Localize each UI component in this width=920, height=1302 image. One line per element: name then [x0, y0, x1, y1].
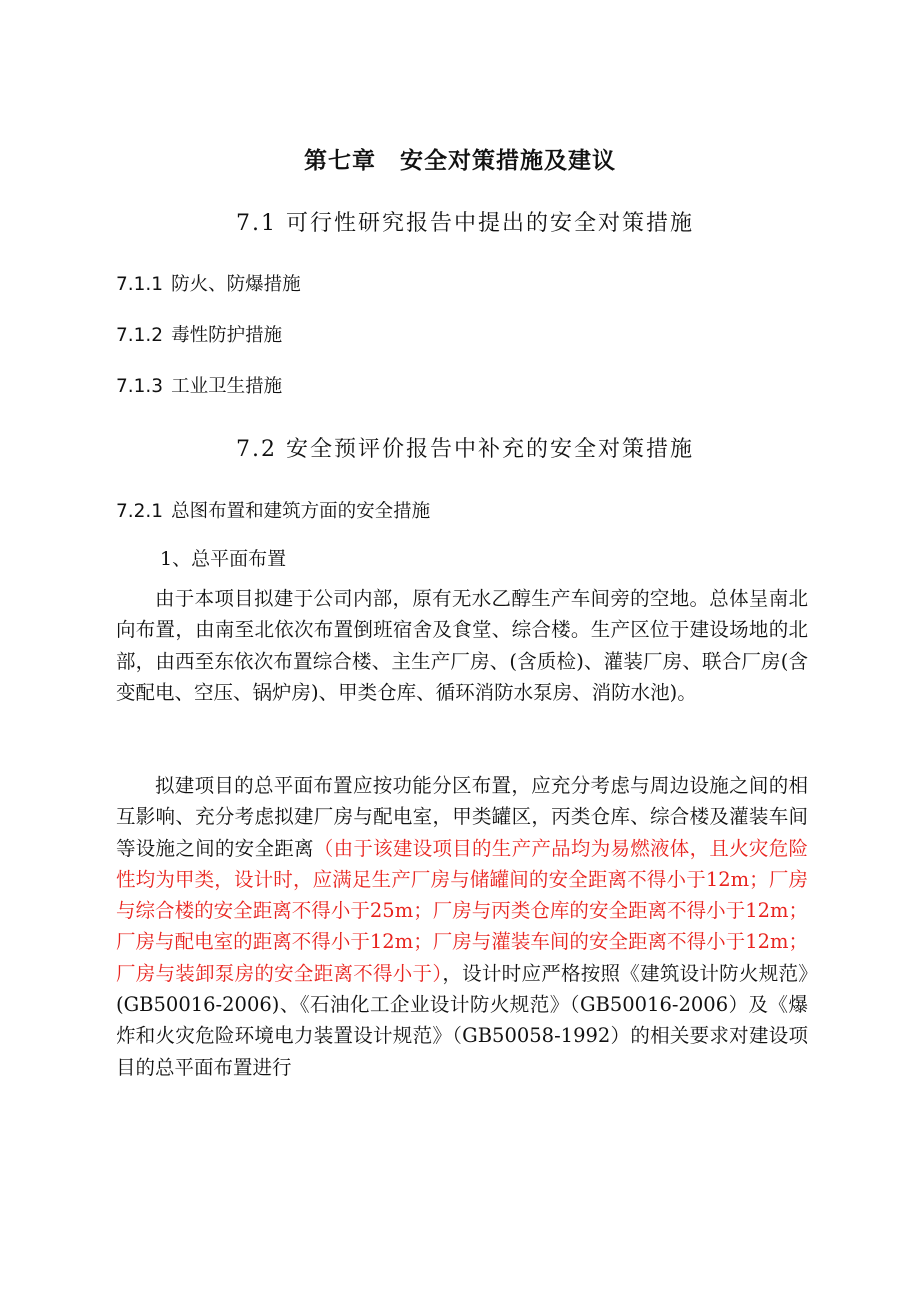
section-title-7-1: 7.1 可行性研究报告中提出的安全对策措施: [236, 211, 694, 236]
subsection-7-1-1: [116, 270, 301, 296]
item-heading: 1、总平面布置: [160, 548, 287, 570]
paragraph-2: [116, 770, 808, 1083]
subsection-7-1-3: [116, 372, 282, 398]
subsection-number: 7.1.2: [116, 325, 164, 346]
paragraph-1: 由于本项目拟建于公司内部，原有无水乙醇生产车间旁的空地。总体呈南北向布置，由南至北依次布置倒班宿舍及食堂、综合楼。生产区位于建设场地的北部，由西至东依次布置综合楼、主生产厂房、(含质检)、灌装厂房、联合厂房(含变配电、空压、锅炉房)、甲类仓库、循环消防水泵房、消防水池)。: [116, 587, 808, 704]
subsection-title: 总图布置和建筑方面的安全措施: [171, 501, 431, 522]
subsection-title: 毒性防护措施: [171, 325, 283, 346]
section-title-7-2: 7.2 安全预评价报告中补充的安全对策措施: [236, 437, 694, 462]
subsection-number: 7.1.1: [116, 274, 164, 295]
subsection-number: 7.2.1: [116, 501, 164, 522]
paragraph-2-text-continued: ，设计时应严格按照《建筑设计防火规范》(GB50016-2006)、《石油化工企业设计防火规范》（GB50016-2006）及《爆炸和火灾危险环境电力装置设计规范》（GB50058-1992）的相关要求对建设项目的总平面布置进行: [116, 961, 808, 1079]
subsection-title: 工业卫生措施: [171, 376, 283, 397]
subsection-title: 防火、防爆措施: [171, 274, 301, 295]
subsection-7-2-1: [116, 497, 430, 523]
chapter-title: 第七章 安全对策措施及建议: [304, 148, 616, 174]
paragraph-2-text: 拟建项目的总平面布置应按功能分区布置，应充分考虑与周边设施之间的相互影响、充分考虑拟建厂房与配电室，甲类罐区，丙类仓库、综合楼及灌装车间等设施之间的安全距离: [116, 774, 808, 860]
paragraph-2-highlight: （由于该建设项目的生产产品均为易燃液体，且火灾危险性均为甲类，设计时，应满足生产厂房与储罐间的安全距离不得小于12m；厂房与综合楼的安全距离不得小于25m；厂房与丙类仓库的安全距离不得小于12m；厂房与配电室的距离不得小于12m；厂房与灌装车间的安全距离不得小于12m；厂房与装卸泵房的安全距离不得小于）: [116, 836, 808, 985]
subsection-7-1-2: [116, 321, 282, 347]
subsection-number: 7.1.3: [116, 376, 164, 397]
